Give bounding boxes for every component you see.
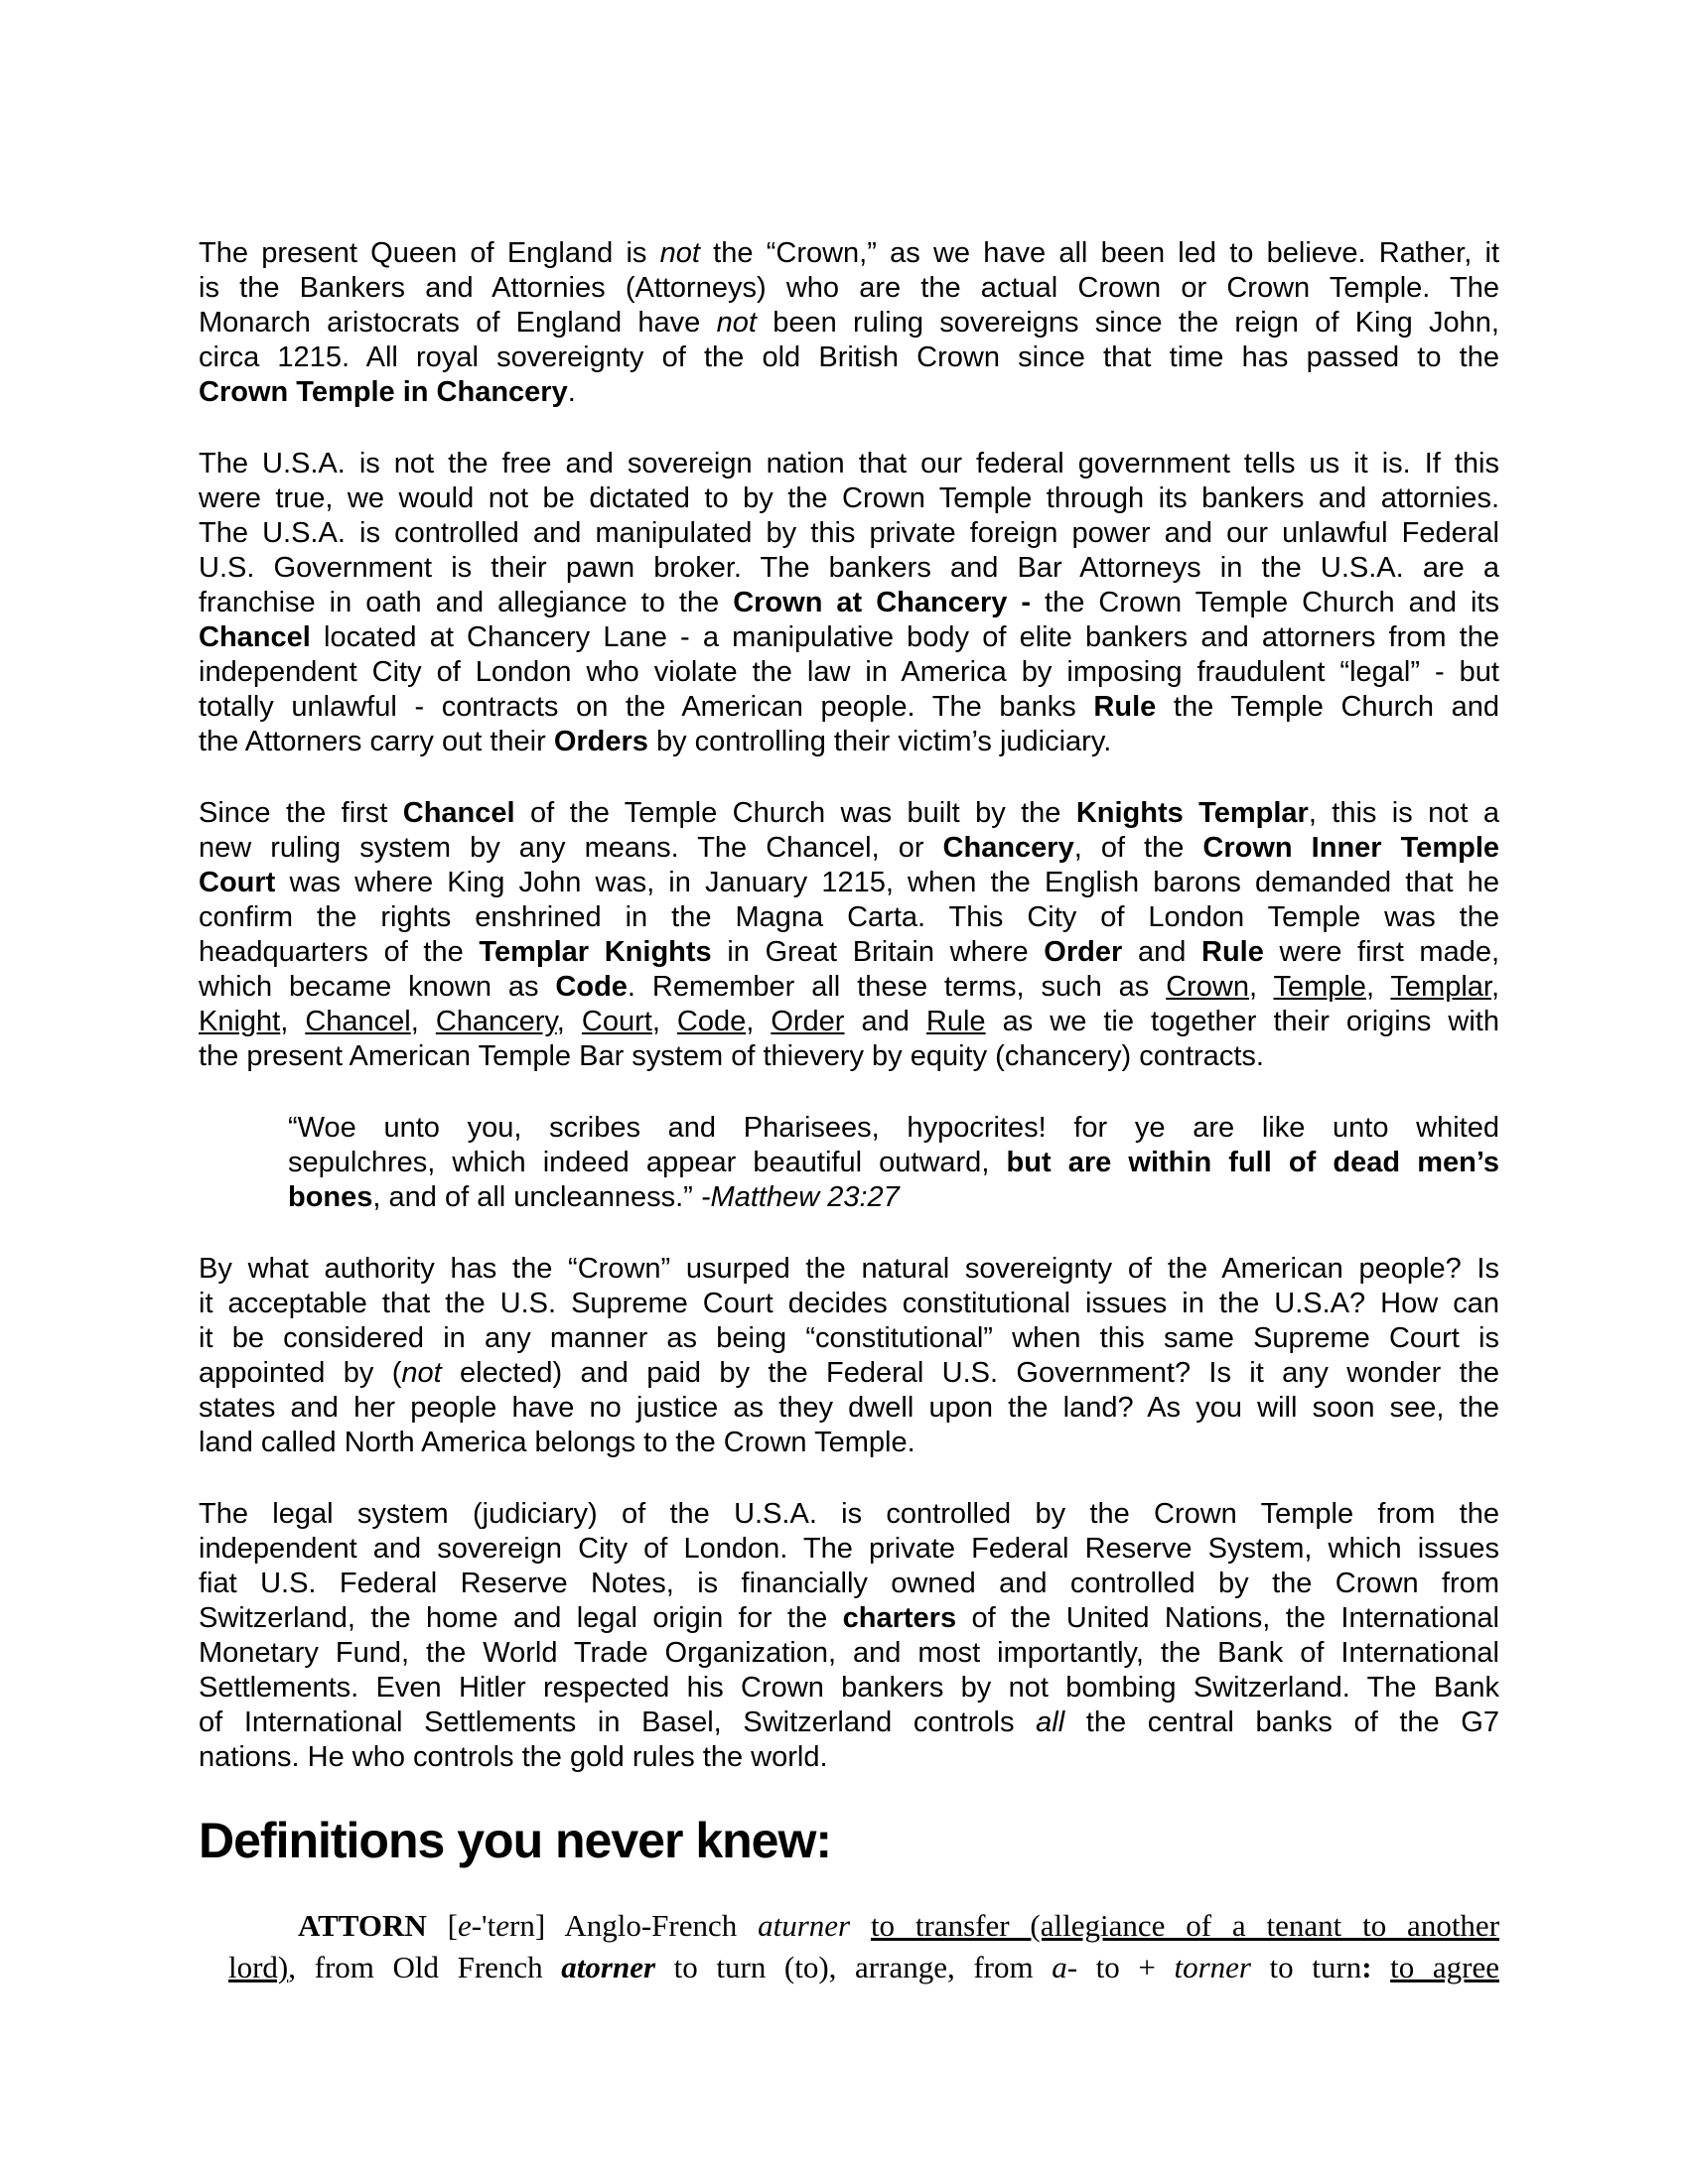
text-run: Templar Knights	[479, 936, 712, 968]
text-run: . Remember all these terms, such as	[627, 971, 1167, 1003]
paragraph-2	[199, 447, 1499, 759]
text-run: Settlements. Even Hitler respected his Crown bankers by not bombing Switzerland. The Bank	[199, 1672, 1499, 1704]
text-run: U.S. Government is their pawn broker. The bankers and Bar Attorneys in the U.S.A. are a	[199, 552, 1499, 584]
text-run: land called North America belongs to the Crown Temple.	[199, 1427, 915, 1458]
text-line	[199, 831, 1499, 866]
text-run: , from Old French	[288, 1950, 562, 1984]
text-run: sepulchres, which indeed appear beautiful outward,	[288, 1147, 1007, 1178]
text-line	[199, 447, 1499, 481]
text-run: ,	[556, 1006, 582, 1037]
text-line	[199, 1005, 1499, 1039]
text-run: By what authority has the “Crown” usurped the natural sovereignty of the American people? Is	[199, 1253, 1499, 1285]
text-run: the Crown Temple Church and its	[1031, 587, 1499, 618]
text-run: Rule	[925, 1006, 986, 1037]
text-run: the Attorners carry out their	[199, 726, 554, 757]
text-run: new ruling system by any means. The Chancel, or	[199, 832, 943, 864]
text-run: Chancery	[435, 1006, 557, 1037]
text-line	[199, 620, 1499, 655]
text-line	[199, 1252, 1499, 1287]
text-line	[288, 1111, 1499, 1146]
text-run: totally unlawful - contracts on the American people. The banks	[199, 691, 1094, 723]
text-line	[199, 1601, 1499, 1636]
text-run: not	[716, 307, 757, 339]
text-line	[199, 586, 1499, 620]
text-line	[199, 1321, 1499, 1356]
text-run: as we tie together their origins with	[985, 1006, 1499, 1037]
text-run: ,	[651, 1006, 677, 1037]
text-line	[199, 1426, 1499, 1460]
text-run: ,	[1249, 971, 1274, 1003]
text-run: the present American Temple Bar system of thievery by equity (chancery) contracts.	[199, 1040, 1264, 1072]
text-line	[199, 1391, 1499, 1426]
text-run: The present Queen of England is	[199, 237, 660, 269]
text-run: atorner	[561, 1950, 656, 1984]
text-run: Knights Templar	[1075, 797, 1309, 829]
text-run: but are within full of dead men’s	[1006, 1147, 1499, 1178]
text-run: all	[1036, 1706, 1065, 1738]
text-run: not	[401, 1357, 442, 1389]
text-run: were first made,	[1263, 936, 1500, 968]
scripture-blockquote	[288, 1111, 1499, 1215]
text-run: ,	[410, 1006, 436, 1037]
text-run: been ruling sovereigns since the reign of King John,	[756, 307, 1499, 339]
text-run: charters	[842, 1602, 957, 1634]
text-line	[288, 1180, 1499, 1215]
text-line	[199, 1706, 1499, 1740]
text-run: states and her people have no justice as they dwell upon the land? As you will soon see, the	[199, 1392, 1499, 1424]
text-run: ,	[746, 1006, 772, 1037]
text-line	[199, 271, 1499, 306]
text-run: Code	[676, 1006, 747, 1037]
paragraph-5	[199, 1497, 1499, 1775]
text-run: not	[659, 237, 700, 269]
text-line	[199, 341, 1499, 375]
text-run: The U.S.A. is not the free and sovereign nation that our federal government tells us it is. If this	[199, 448, 1499, 479]
text-line	[199, 1636, 1499, 1671]
text-line	[199, 1740, 1499, 1775]
text-run: confirm the rights enshrined in the Magna Carta. This City of London Temple was the	[199, 901, 1499, 933]
text-run: “Woe unto you, scribes and Pharisees, hypocrites! for ye are like unto whited	[288, 1112, 1499, 1144]
document-text-column	[199, 236, 1499, 2025]
text-run: by controlling their victim’s judiciary.	[647, 726, 1112, 757]
section-heading: Definitions you never knew:	[199, 1813, 832, 1868]
text-run: Order	[1044, 936, 1123, 968]
text-run: Knight	[199, 1006, 281, 1037]
text-run: Crown at Chancery -	[733, 587, 1032, 618]
text-run: located at Chancery Lane - a manipulative body of elite bankers and attorners from the	[310, 621, 1499, 653]
text-run: Rule	[1093, 691, 1157, 723]
text-line	[199, 900, 1499, 935]
text-run: Order	[771, 1006, 845, 1037]
text-run: , of the	[1073, 832, 1203, 864]
text-run: is the Bankers and Attornies (Attorneys) who are the actual Crown or Crown Temple. The	[199, 272, 1499, 304]
text-run	[850, 1908, 871, 1943]
text-run: The legal system (judiciary) of the U.S.A. is controlled by the Crown Temple from the	[199, 1498, 1499, 1530]
text-run: Orders	[553, 726, 648, 757]
text-run: the central banks of the G7	[1064, 1706, 1499, 1738]
text-line	[199, 796, 1499, 831]
text-run: Switzerland, the home and legal origin for the	[199, 1602, 843, 1634]
text-run: Chancel	[199, 621, 311, 653]
text-run: of International Settlements in Basel, Switzerland controls	[199, 1706, 1037, 1738]
text-line	[199, 551, 1499, 586]
text-run: it acceptable that the U.S. Supreme Court decides constitutional issues in the U.S.A? How can	[199, 1288, 1499, 1319]
text-run: Since the first	[199, 797, 403, 829]
text-run: which became known as	[199, 971, 556, 1003]
text-run: headquarters of the	[199, 936, 480, 968]
text-line	[199, 1671, 1499, 1706]
text-run: -Matthew 23:27	[700, 1181, 900, 1213]
text-run: Code	[555, 971, 628, 1003]
text-run: Court	[581, 1006, 652, 1037]
text-line	[228, 1947, 1499, 1988]
text-line	[199, 1567, 1499, 1601]
text-line	[228, 1905, 1499, 1947]
text-run: -'t	[471, 1908, 496, 1943]
text-run: franchise in oath and allegiance to the	[199, 587, 734, 618]
text-line	[199, 1532, 1499, 1567]
text-line	[199, 1356, 1499, 1391]
text-run: nations. He who controls the gold rules the world.	[199, 1741, 828, 1773]
text-run: Chancery	[942, 832, 1074, 864]
text-run: Crown Inner Temple	[1202, 832, 1499, 864]
text-run: elected) and paid by the Federal U.S. Government? Is it any wonder the	[441, 1357, 1499, 1389]
paragraph-1	[199, 236, 1499, 410]
text-run: were true, we would not be dictated to by the Crown Temple through its bankers and attornies.	[199, 482, 1499, 514]
text-run: to turn	[1250, 1950, 1362, 1984]
text-run: in Great Britain where	[711, 936, 1045, 968]
text-run: , this is not a	[1308, 797, 1499, 829]
text-line	[199, 866, 1499, 900]
text-run: Chancel	[402, 797, 515, 829]
text-run: ATTORN	[298, 1908, 427, 1943]
text-run: to turn (to), arrange, from	[655, 1950, 1053, 1984]
text-line	[199, 481, 1499, 516]
text-run: to transfer (allegiance of a tenant to another	[870, 1908, 1500, 1943]
text-run: Crown Temple in Chancery	[199, 376, 568, 408]
text-run: Chancel	[305, 1006, 411, 1037]
text-run: e	[495, 1908, 510, 1943]
paragraph-4	[199, 1252, 1499, 1460]
text-line	[199, 655, 1499, 690]
text-line	[199, 1497, 1499, 1532]
text-run: ,	[1365, 971, 1391, 1003]
text-line	[199, 1039, 1499, 1074]
text-run: independent City of London who violate the law in America by imposing fraudulent “legal” - but	[199, 656, 1499, 688]
text-run: [	[426, 1908, 458, 1943]
definition-attorn	[228, 1905, 1499, 1988]
text-run: Monarch aristocrats of England have	[199, 307, 717, 339]
text-run: the “Crown,” as we have all been led to believe. Rather, it	[699, 237, 1500, 269]
text-run: and	[1122, 936, 1201, 968]
text-run: of the Temple Church was built by the	[514, 797, 1076, 829]
text-line	[199, 1287, 1499, 1321]
text-run: ,	[280, 1006, 306, 1037]
text-run: a-	[1052, 1950, 1078, 1984]
text-line	[288, 1146, 1499, 1180]
text-run: .	[567, 376, 576, 408]
text-run	[1372, 1950, 1391, 1984]
text-line	[199, 970, 1499, 1005]
text-run: and	[844, 1006, 926, 1037]
text-run: circa 1215. All royal sovereignty of the old British Crown since that time has passed to the	[199, 341, 1499, 373]
text-run: The U.S.A. is controlled and manipulated by this private foreign power and our unlawful Federal	[199, 517, 1499, 549]
text-run: appointed by (	[199, 1357, 402, 1389]
text-run: of the United Nations, the International	[956, 1602, 1500, 1634]
text-run: torner	[1174, 1950, 1251, 1984]
text-run: Monetary Fund, the World Trade Organization, and most importantly, the Bank of International	[199, 1637, 1499, 1669]
text-run: the Temple Church and	[1156, 691, 1499, 723]
text-run: e	[457, 1908, 472, 1943]
text-run: it be considered in any manner as being “constitutional” when this same Supreme Court is	[199, 1322, 1499, 1354]
text-line	[199, 516, 1499, 551]
text-line	[199, 236, 1499, 271]
text-run: ,	[1490, 971, 1500, 1003]
text-run: rn] Anglo-French	[509, 1908, 759, 1943]
text-run: to +	[1077, 1950, 1175, 1984]
text-run: :	[1361, 1950, 1372, 1984]
text-run: aturner	[758, 1908, 851, 1943]
text-run: Rule	[1201, 936, 1264, 968]
text-run: independent and sovereign City of London. The private Federal Reserve System, which issues	[199, 1533, 1499, 1565]
text-run: , and of all uncleanness.”	[372, 1181, 701, 1213]
text-run: was where King John was, in January 1215, when the English barons demanded that he	[275, 867, 1499, 898]
text-run: lord)	[228, 1950, 289, 1984]
text-run: Temple	[1273, 971, 1366, 1003]
text-line	[199, 935, 1499, 970]
text-run: fiat U.S. Federal Reserve Notes, is financially owned and controlled by the Crown from	[199, 1568, 1499, 1599]
text-run: Crown	[1166, 971, 1249, 1003]
text-run: to agree	[1390, 1950, 1499, 1984]
text-run: Templar	[1390, 971, 1491, 1003]
text-line	[199, 375, 1499, 410]
text-line	[199, 725, 1499, 759]
text-line	[199, 306, 1499, 341]
text-run: bones	[288, 1181, 373, 1213]
paragraph-3	[199, 796, 1499, 1074]
text-run: Court	[199, 867, 276, 898]
text-line	[199, 690, 1499, 725]
